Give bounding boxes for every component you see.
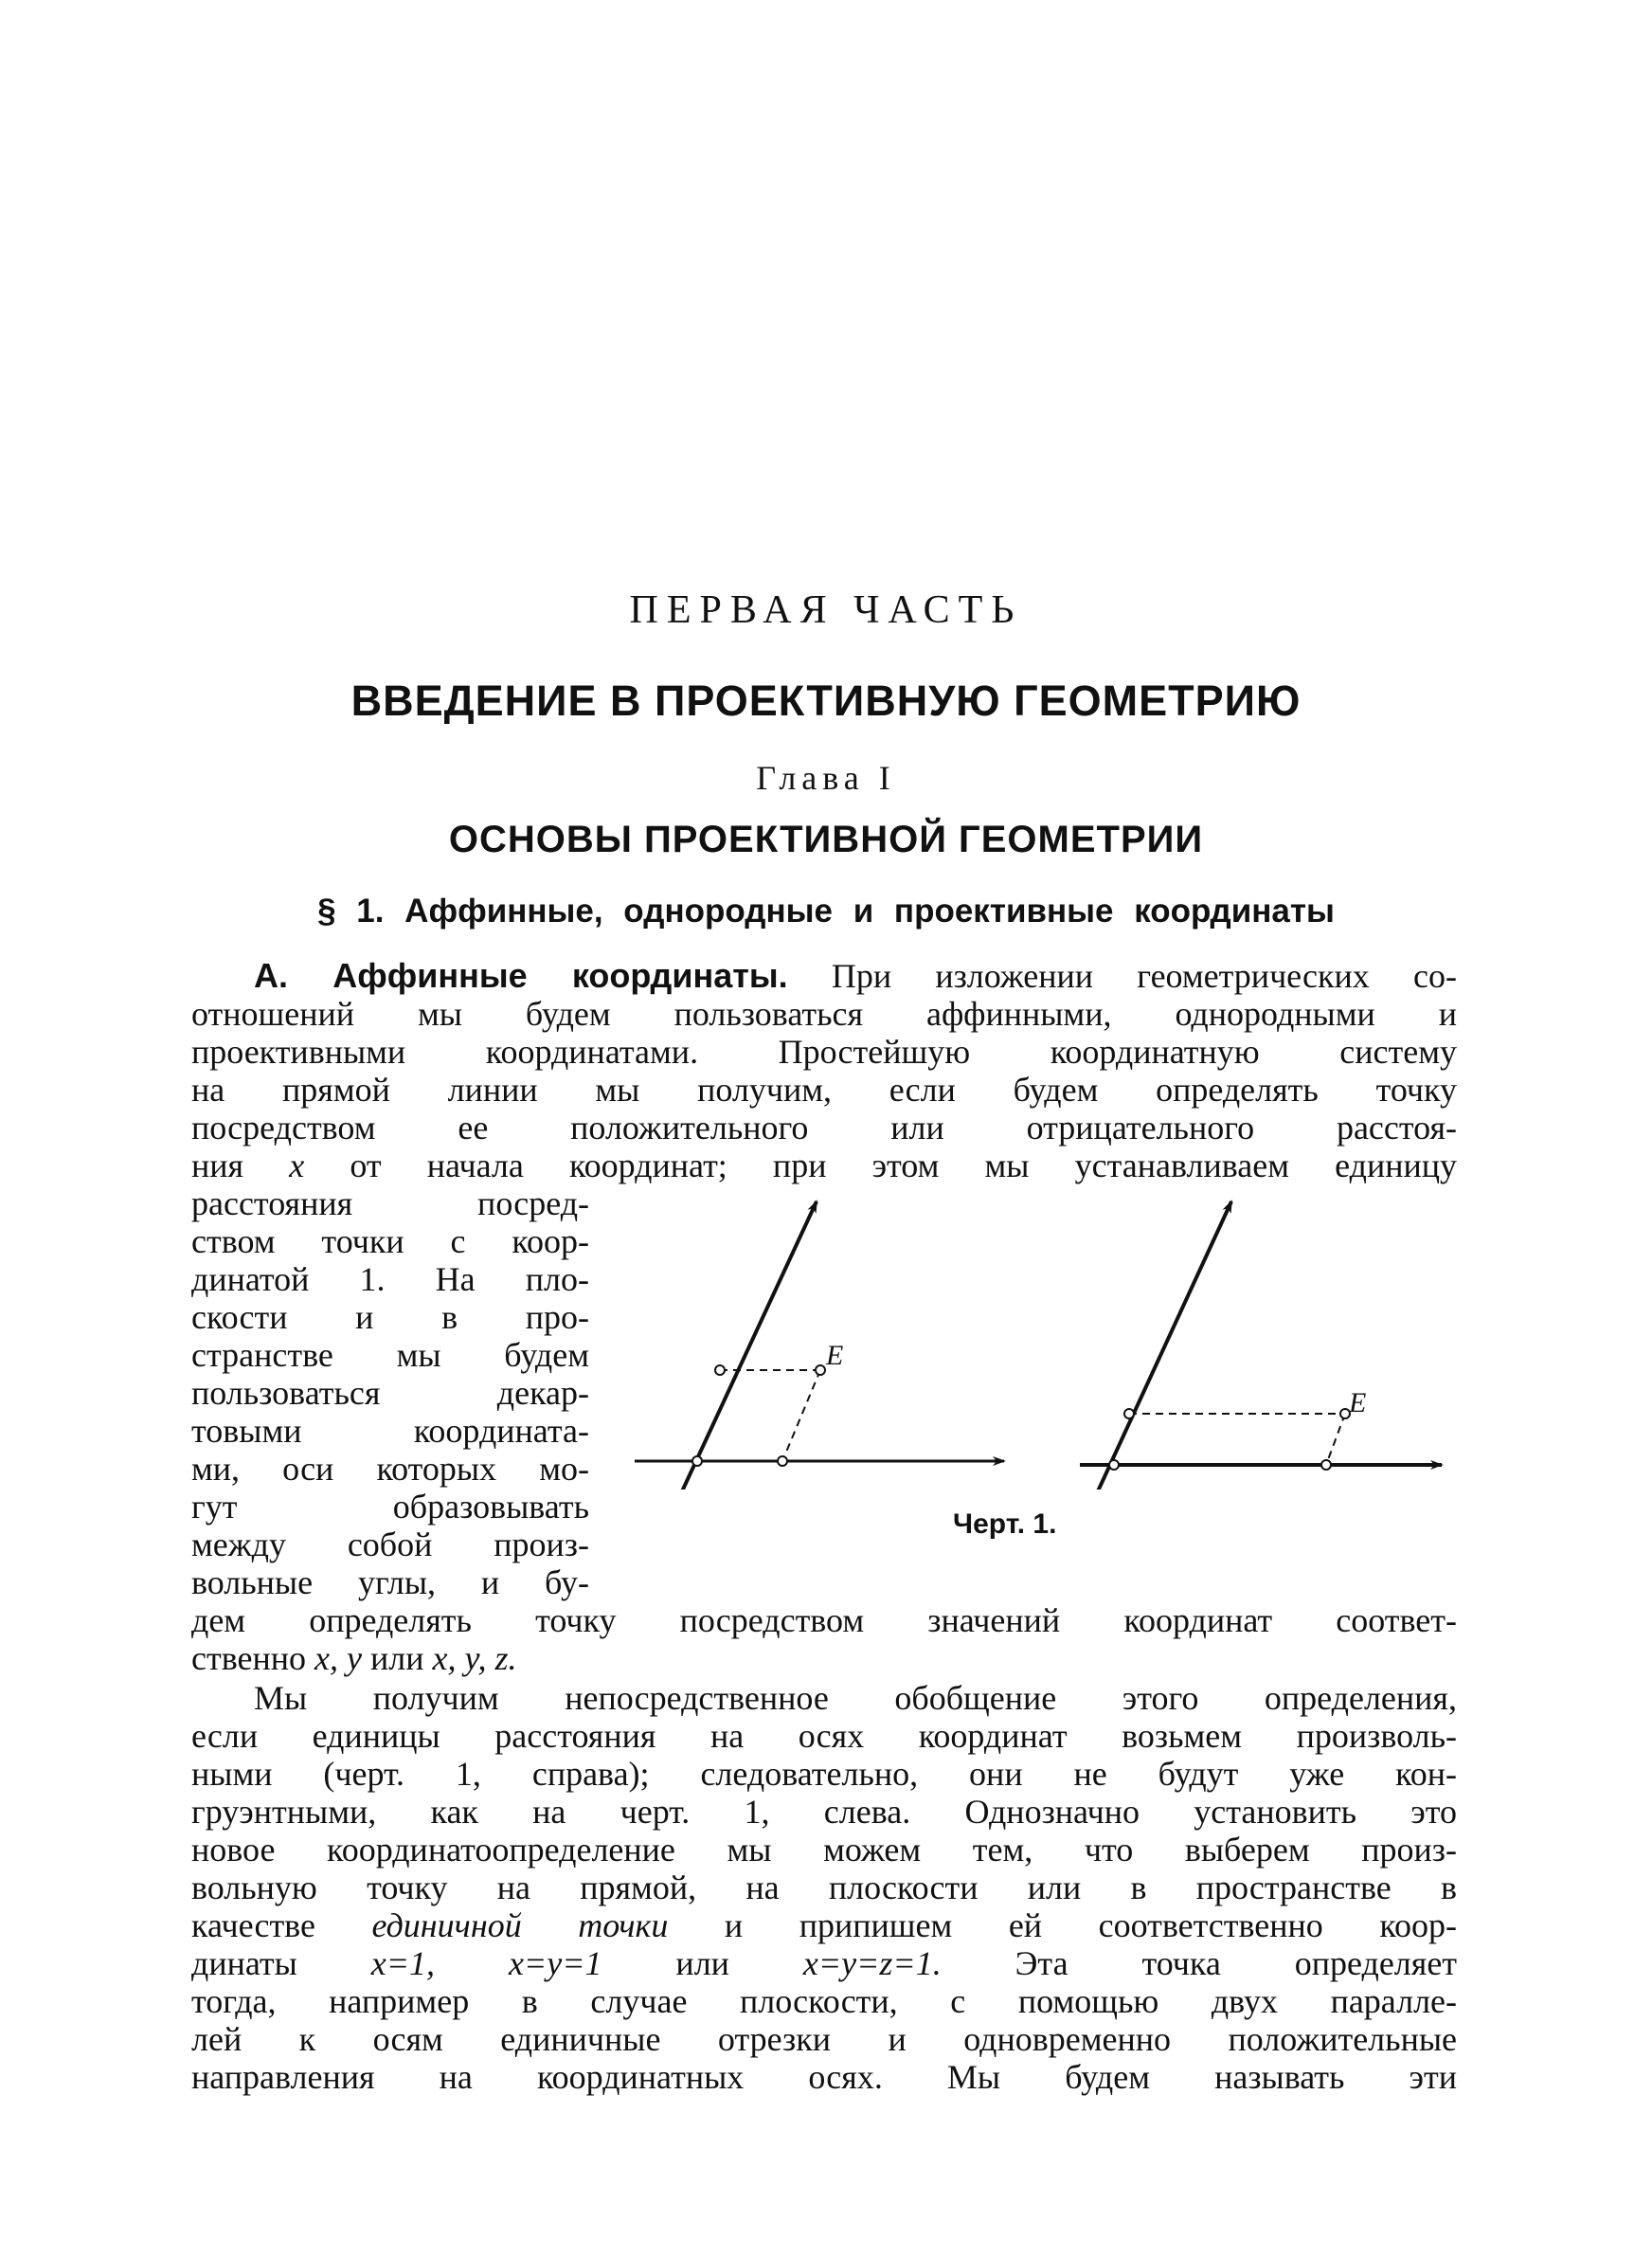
- part-label: ПЕРВАЯ ЧАСТЬ: [629, 588, 1023, 632]
- figure-caption: Черт. 1.: [953, 1508, 1057, 1540]
- chapter-label: Глава I: [756, 759, 896, 797]
- paragraph-line: груэнтными, как на черт. 1, слева. Однозначно установить это: [191, 1793, 1457, 1831]
- left-unit-label: E: [826, 1340, 844, 1371]
- wrap-line: странстве мы будем: [191, 1336, 589, 1374]
- left-coordinate-system: [635, 1201, 1004, 1490]
- paragraph-line: новое координатоопределение мы можем тем, что выберем произ-: [191, 1831, 1457, 1869]
- paragraph-line: лей к осям единичные отрезки и одновременно положительные: [191, 2020, 1457, 2058]
- paragraph-line: если единицы расстояния на осях координат возьмем произволь-: [191, 1717, 1457, 1755]
- paragraph-line: направления на координатных осях. Мы будем называть эти: [191, 2058, 1457, 2096]
- paragraph-line: тогда, например в случае плоскости, с помощью двух паралле-: [191, 1982, 1457, 2020]
- paragraph-line: ственно x, y или x, y, z.: [191, 1639, 517, 1677]
- paragraph-line: ния x от начала координат; при этом мы устанавливаем единицу: [191, 1147, 1457, 1184]
- left-y-axis: [682, 1201, 817, 1490]
- wrap-line: скости и в про-: [191, 1298, 589, 1336]
- wrap-line: вольные углы, и бу-: [191, 1563, 589, 1601]
- right-unit-label: E: [1349, 1387, 1367, 1418]
- wrap-line: пользоваться декар-: [191, 1374, 589, 1412]
- paragraph-line: А. Аффинные координаты. При изложении геометрических со-: [254, 956, 1457, 995]
- paragraph-line: проективными координатами. Простейшую координатную систему: [191, 1033, 1457, 1071]
- subsection-heading: А. Аффинные координаты.: [254, 956, 788, 995]
- emphasis-term: единичной точки: [371, 1906, 669, 1944]
- chapter-title: ОСНОВЫ ПРОЕКТИВНОЙ ГЕОМЕТРИИ: [448, 819, 1204, 860]
- wrap-line: гут образовывать: [191, 1488, 589, 1526]
- right-coordinate-system: [1080, 1201, 1442, 1490]
- wrap-line: товыми координата-: [191, 1412, 589, 1450]
- paragraph-line: дем определять точку посредством значений координат соответ-: [191, 1601, 1457, 1639]
- left-unit-point-x: [778, 1456, 787, 1466]
- right-unit-parallel-y: [1326, 1414, 1345, 1465]
- paragraph-line: Мы получим непосредственное обобщение этого определения,: [254, 1679, 1457, 1717]
- paragraph-line: динаты x=1, x=y=1 или x=y=z=1. Эта точка определяет: [191, 1944, 1458, 1982]
- right-unit-point-x: [1321, 1460, 1331, 1470]
- wrap-line: между собой произ-: [191, 1526, 589, 1563]
- paragraph-line: на прямой линии мы получим, если будем определять точку: [191, 1071, 1457, 1109]
- part-title: ВВЕДЕНИЕ В ПРОЕКТИВНУЮ ГЕОМЕТРИЮ: [350, 677, 1302, 725]
- left-unit-parallel-y: [782, 1370, 820, 1461]
- right-unit-point-y: [1124, 1409, 1134, 1418]
- paragraph-line: отношений мы будем пользоваться аффинными, однородными и: [191, 995, 1457, 1033]
- paragraph-line: качестве единичной точки и припишем ей соответственно коор-: [191, 1906, 1458, 1944]
- paragraph-line: ными (черт. 1, справа); следовательно, они не будут уже кон-: [191, 1755, 1457, 1793]
- wrap-line: ством точки с коор-: [191, 1222, 589, 1260]
- section-title: § 1. Аффинные, однородные и проективные координаты: [317, 893, 1335, 930]
- right-y-axis: [1097, 1201, 1231, 1490]
- figure-coordinate-systems: [625, 1196, 1459, 1490]
- wrap-line: ми, оси которых мо-: [191, 1450, 589, 1488]
- wrap-line: расстояния посред-: [191, 1184, 589, 1222]
- left-origin: [692, 1456, 702, 1466]
- paragraph-line: посредством ее положительного или отрицательного расстоя-: [191, 1109, 1457, 1147]
- math-variable: x: [289, 1147, 305, 1184]
- wrap-line: динатой 1. На пло-: [191, 1260, 589, 1298]
- left-unit-point: [816, 1365, 825, 1375]
- right-origin: [1109, 1460, 1119, 1470]
- left-unit-point-y: [715, 1365, 725, 1375]
- paragraph-line: вольную точку на прямой, на плоскости или в пространстве в: [191, 1869, 1457, 1906]
